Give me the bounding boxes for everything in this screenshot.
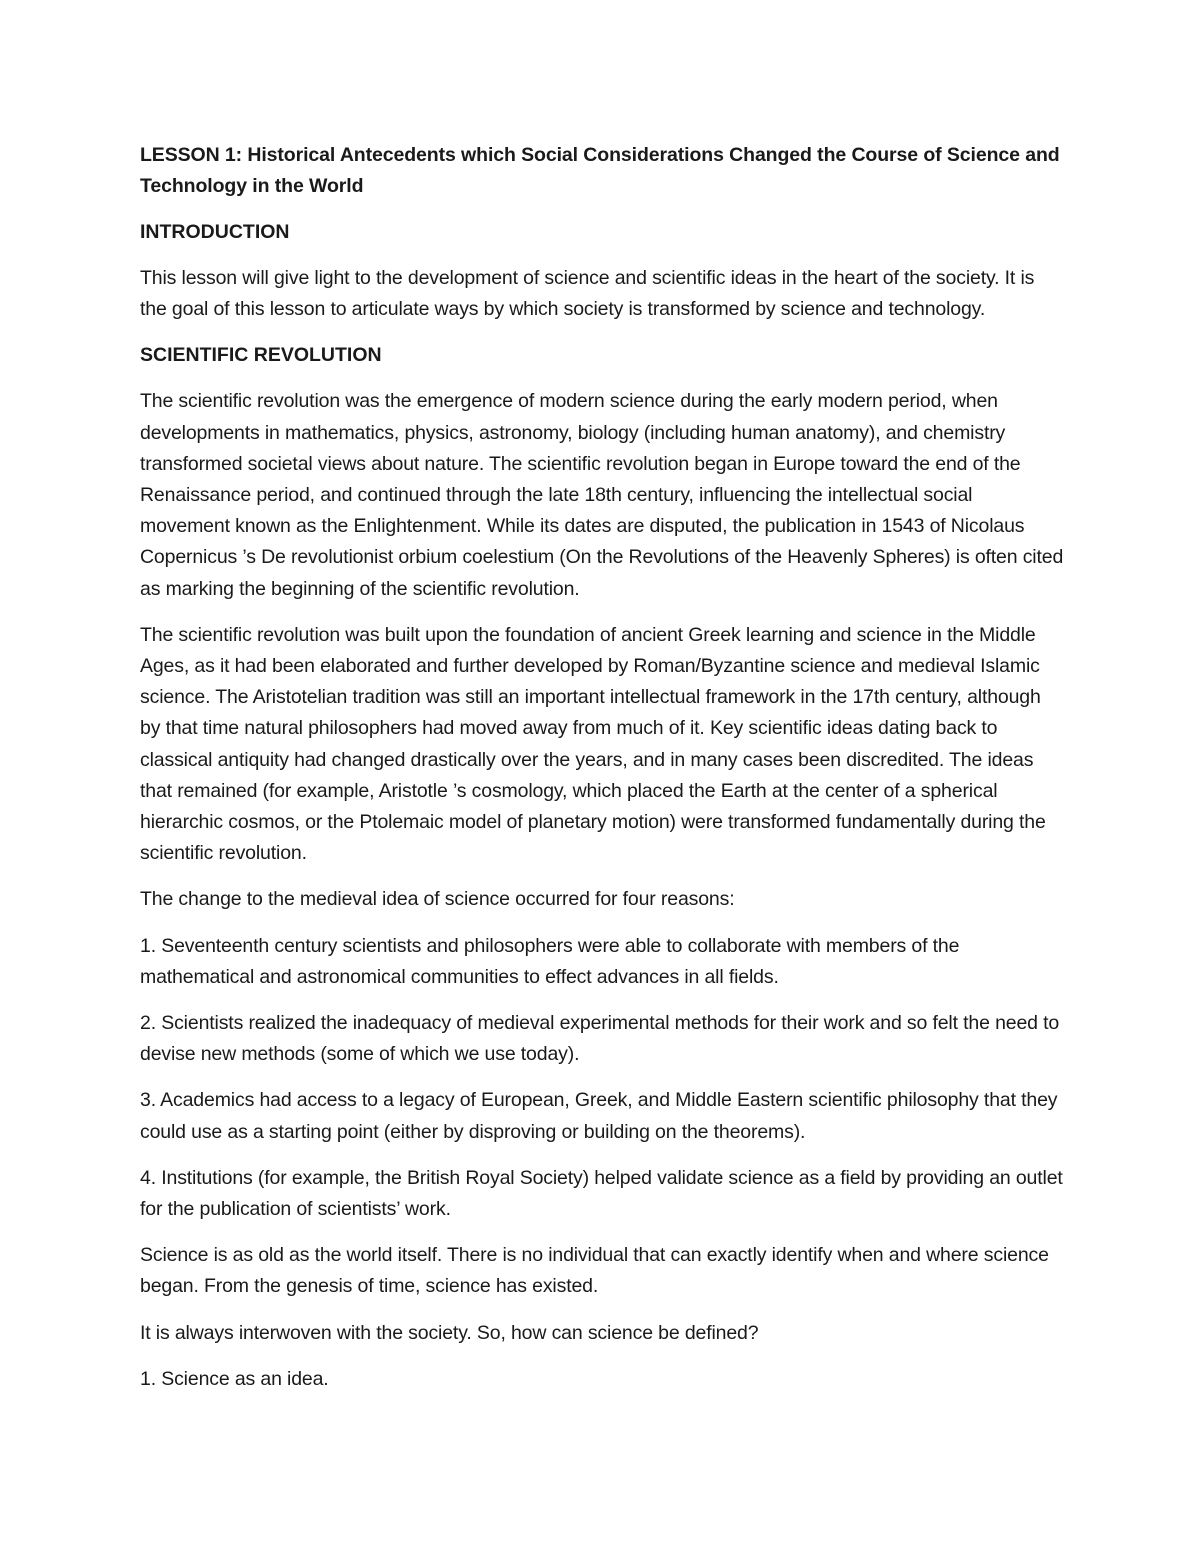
paragraph-definition: The scientific revolution was the emergence of modern science during the early modern period, when developments in mathematics, physics, astronomy, biology (including human anatomy), and chemistry transformed societal views about nature. The scientific revolution began in Europe toward the end of the Renaissance period, and continued through the late 18th century, influencing the intellectual social movement known as the Enlightenment. While its dates are disputed, the publication in 1543 of Nicolaus Copernicus ’s De revolutionist orbium coelestium (On the Revolutions of the Heavenly Spheres) is often cited as marking the beginning of the scientific revolution. — [140, 390, 1064, 600]
paragraph-foundation: The scientific revolution was built upon the foundation of ancient Greek learning and science in the Middle Ages, as it had been elaborated and further developed by Roman/Byzantine science and medieval Islamic science. The Aristotelian tradition was still an important intellectual framework in the 17th century, although by that time natural philosophers had moved away from much of it. Key scientific ideas dating back to classical antiquity had changed drastically over the years, and in many cases been discredited. The ideas that remained (for example, Aristotle ’s cosmology, which placed the Earth at the center of a spherical hierarchic cosmos, or the Ptolemaic model of planetary motion) were transformed fundamentally during the scientific revolution. — [140, 623, 1046, 865]
section-heading-introduction: INTRODUCTION — [140, 221, 290, 243]
section-heading-scientific-revolution: SCIENTIFIC REVOLUTION — [140, 344, 382, 367]
lesson-title: LESSON 1: Historical Antecedents which Social Considerations Changed the Course of Science and Technology in the World — [140, 144, 1060, 197]
document-body — [140, 140, 1065, 1410]
list-item-reason-1: 1. Seventeenth century scientists and philosophers were able to collaborate with members of the mathematical and astronomical communities to effect advances in all fields. — [140, 934, 960, 988]
paragraph-science-age: Science is as old as the world itself. There is no individual that can exactly identify when and where science began. From the genesis of time, science has existed. — [140, 1244, 1049, 1298]
list-item-science-as-idea: 1. Science as an idea. — [140, 1367, 329, 1390]
paragraph-science-society: It is always interwoven with the society. So, how can science be defined? — [140, 1321, 759, 1344]
list-item-reason-3: 3. Academics had access to a legacy of European, Greek, and Middle Eastern scientific philosophy that they could use as a starting point (either by disproving or building on the theorems). — [140, 1089, 1058, 1143]
list-item-reason-4: 4. Institutions (for example, the British Royal Society) helped validate science as a field by providing an outlet for the publication of scientists’ work. — [140, 1166, 1063, 1221]
paragraph-four-reasons-intro: The change to the medieval idea of science occurred for four reasons: — [140, 888, 735, 911]
list-item-reason-2: 2. Scientists realized the inadequacy of medieval experimental methods for their work and so felt the need to devise new methods (some of which we use today). — [140, 1012, 1060, 1066]
introduction-paragraph: This lesson will give light to the development of science and scientific ideas in the heart of the society. It is the goal of this lesson to articulate ways by which society is transformed by science and technology. — [140, 267, 1035, 321]
